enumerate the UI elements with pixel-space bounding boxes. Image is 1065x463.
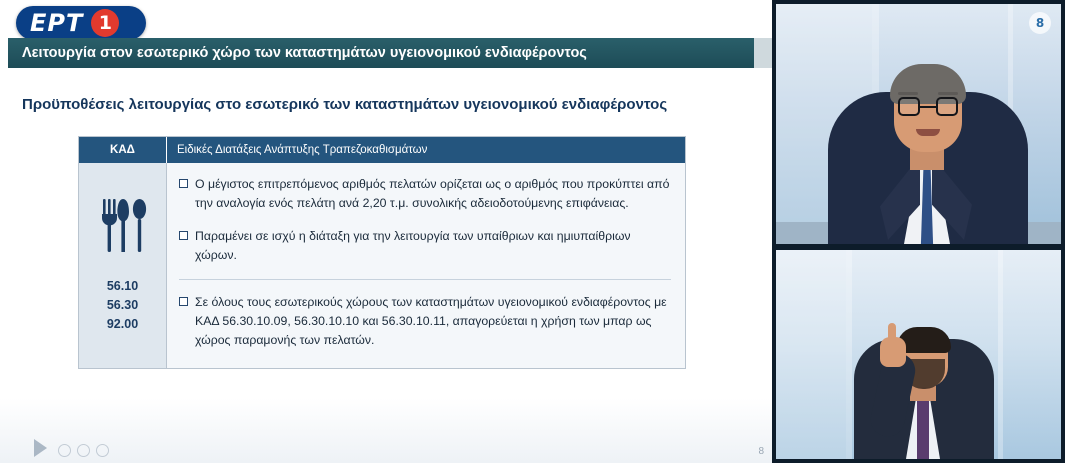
list-item: [179, 175, 671, 213]
video-column: [772, 0, 1065, 463]
headline-bar-endcap: [754, 38, 772, 68]
table-header-row: [79, 137, 685, 163]
table-header-description: Ειδικές Διατάξεις Ανάπτυξης Τραπεζοκαθισμάτων: [167, 137, 685, 163]
background-stripe: [998, 250, 1003, 459]
bullet-text: Σε όλους τους εσωτερικούς χώρους των καταστημάτων υγειονομικού ενδιαφέροντος με ΚΑΔ 56.30.10.09, 56.30.10.10 και 56.30.10.11, απαγορεύεται η χρήση των μπαρ ως χώρος παραμονής των πελατών.: [195, 295, 667, 348]
nav-dot-icon[interactable]: [96, 444, 109, 457]
eyeglasses-bridge: [920, 106, 936, 108]
cutlery-icon: [97, 197, 149, 255]
channel-logo: [16, 6, 146, 40]
speaker-video-panel[interactable]: [776, 4, 1061, 244]
eyeglasses-icon: [898, 97, 920, 116]
speaker-eyebrow-left: [898, 92, 918, 95]
bullet-text: Παραμένει σε ισχύ η διάταξη για την λειτουργία των υπαίθριων και ημιυπαίθριων χώρων.: [195, 229, 631, 263]
kad-code: 92.00: [106, 316, 139, 331]
divider: [179, 279, 671, 280]
bullet-text: Ο μέγιστος επιτρεπόμενος αριθμός πελατών ορίζεται ως ο αριθμός που προκύπτει από την αναλογία ενός πελάτη ανά 2,20 τ.μ. συνολικής αδειοδοτούμενης επιφάνειας.: [195, 177, 670, 211]
table-cell-kad: [79, 163, 167, 368]
headline-text: Λειτουργία στον εσωτερικό χώρο των καταστημάτων υγειονομικού ενδιαφέροντος: [22, 45, 587, 61]
checkbox-bullet-icon: [179, 179, 188, 188]
play-icon[interactable]: [34, 439, 47, 457]
checkbox-bullet-icon: [179, 231, 188, 240]
background-stripe: [846, 250, 852, 459]
channel-logo-number: 1: [91, 9, 119, 37]
nav-dot-icon[interactable]: [77, 444, 90, 457]
list-item: [179, 227, 671, 265]
table-cell-description: [167, 163, 685, 368]
table-header-kad: ΚΑΔ: [79, 137, 167, 163]
checkbox-bullet-icon: [179, 297, 188, 306]
sign-language-video-panel[interactable]: [776, 250, 1061, 459]
background-panel: [776, 250, 846, 459]
requirements-table: [78, 136, 686, 369]
slide-page-number: 8: [758, 446, 764, 457]
channel-logo-text: ΕΡΤ: [30, 9, 84, 37]
channel-watermark: 8: [1029, 12, 1051, 34]
slide-nav-dots[interactable]: [58, 444, 109, 457]
table-body-row: [79, 163, 685, 368]
eyeglasses-icon: [936, 97, 958, 116]
kad-code: 56.30: [106, 297, 139, 312]
speaker-mouth: [916, 129, 940, 136]
kad-code-list: [107, 277, 138, 333]
speaker-eyebrow-right: [938, 92, 958, 95]
interpreter-tie: [917, 399, 929, 459]
kad-code: 56.10: [106, 279, 139, 293]
headline-bar: [8, 38, 754, 68]
slide-title: Προϋποθέσεις λειτουργίας στο εσωτερικό των καταστημάτων υγειονομικού ενδιαφέροντος: [22, 96, 668, 113]
list-item: [179, 293, 671, 350]
nav-dot-icon[interactable]: [58, 444, 71, 457]
interpreter-finger: [888, 323, 896, 343]
